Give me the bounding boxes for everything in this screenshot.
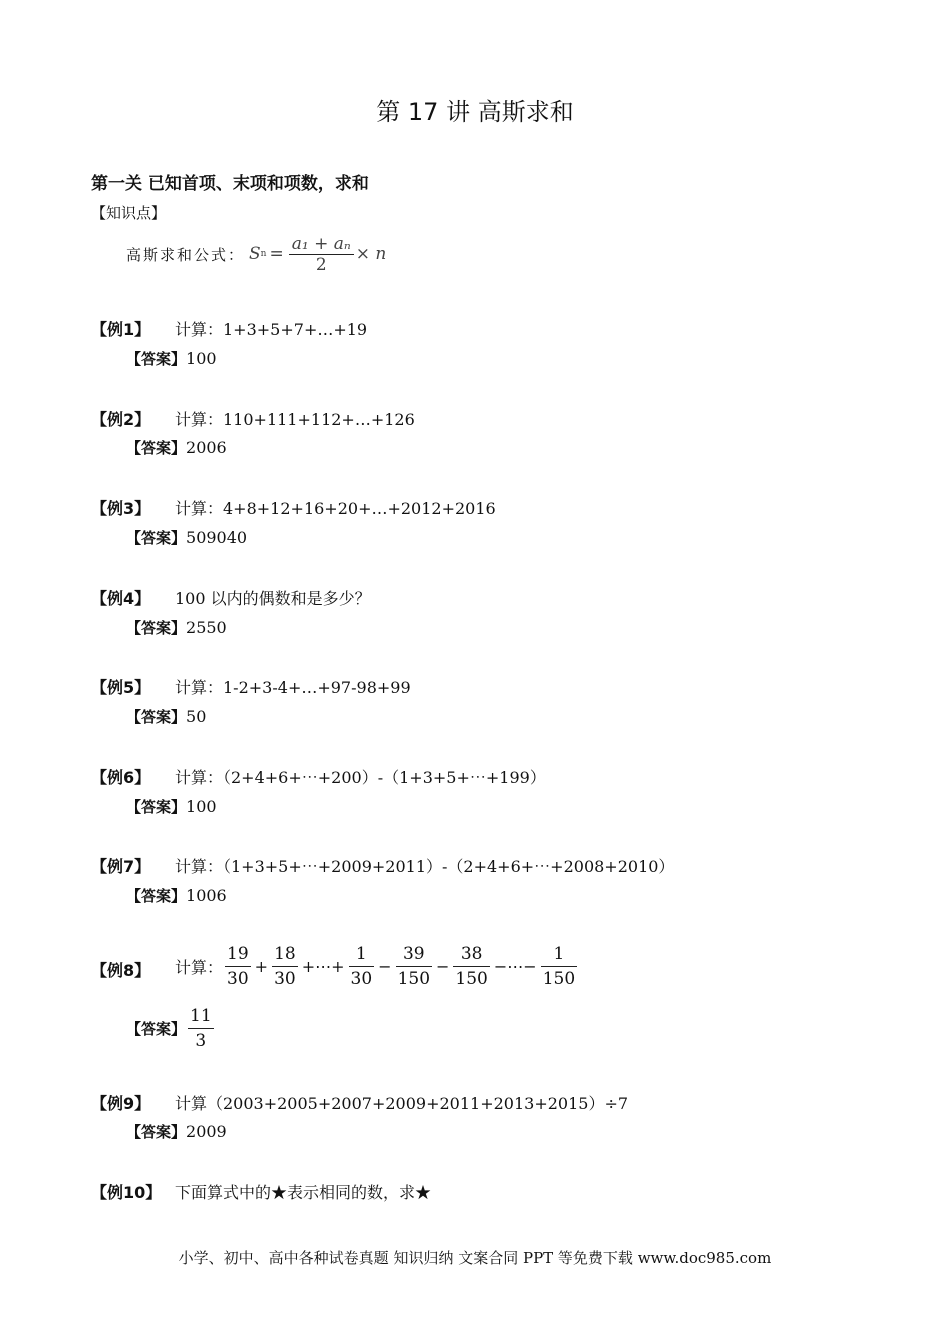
fraction-denominator: 150 (455, 969, 488, 989)
fraction-expression (175, 942, 579, 991)
fraction-term (396, 942, 432, 991)
formula-expression: S n = $\frac{\text{a₁ + aₙ}}{2}$ × n (249, 233, 387, 275)
operator: − (378, 957, 392, 976)
fraction-numerator: 39 (402, 944, 425, 964)
example-question: 计算：1-2+3-4+…+97-98+99 (175, 678, 411, 697)
operator: + (254, 957, 269, 976)
answer-label: 【答案】 (126, 439, 187, 457)
fraction-denominator: 150 (397, 969, 431, 989)
answer-line (126, 437, 227, 458)
example-question: 计算：（1+3+5+⋯+2009+2011）-（2+4+6+⋯+2008+2010） (175, 857, 675, 876)
footer-text: 小学、初中、高中各种试卷真题 知识归纳 文案合同 PPT 等免费下载 www.doc985.com (178, 1249, 772, 1267)
fraction-term (541, 942, 577, 991)
operator: +⋯+ (301, 957, 345, 976)
example-question: 下面算式中的★表示相同的数，求★ (175, 1183, 432, 1202)
fraction-term (225, 942, 251, 991)
answer-value: 50 (186, 707, 207, 726)
fraction-numerator: 38 (460, 944, 483, 964)
example-question: 100 以内的偶数和是多少？ (175, 589, 371, 608)
fraction-denominator: 30 (274, 969, 296, 989)
answer-value: 509040 (186, 528, 248, 547)
fraction-term (349, 942, 375, 991)
answer-line (126, 617, 227, 638)
example-label: 【例1】 (91, 320, 151, 339)
answer-value: 2009 (186, 1122, 227, 1141)
fraction-numerator: 1 (553, 944, 565, 964)
fraction-denominator: 150 (542, 969, 576, 989)
formula-lhs-sub: n (260, 249, 267, 259)
answer-value: 2006 (186, 438, 227, 457)
example-label: 【例7】 (91, 857, 151, 876)
expression-terms (223, 942, 579, 991)
answer-label: 【答案】 (126, 529, 187, 547)
answer-label: 【答案】 (126, 350, 187, 368)
fraction-numerator: 19 (227, 944, 249, 964)
formula-fraction (289, 234, 354, 275)
answer-value: 2550 (186, 618, 227, 637)
answer-label: 【答案】 (126, 798, 187, 816)
gauss-formula (126, 232, 386, 276)
answer-line (126, 348, 217, 369)
answer-value: 1006 (186, 886, 227, 905)
answer-line (126, 1004, 216, 1053)
answer-label: 【答案】 (126, 708, 187, 726)
answer-line (126, 1121, 227, 1142)
answer-value: 100 (186, 349, 217, 368)
example-label: 【例6】 (91, 768, 151, 787)
answer-numerator: 11 (190, 1006, 212, 1026)
example-label: 【例5】 (91, 678, 151, 697)
fraction-term (272, 942, 298, 991)
example-label: 【例3】 (91, 499, 151, 518)
fraction-denominator: 30 (350, 969, 373, 989)
answer-label: 【答案】 (126, 1020, 187, 1038)
knowledge-point-heading: 【知识点】 (91, 204, 167, 222)
formula-lhs: S (249, 244, 261, 264)
answer-label: 【答案】 (126, 887, 187, 905)
fraction-numerator: 1 (355, 944, 367, 964)
answer-value: 100 (186, 797, 217, 816)
fraction-numerator: 18 (274, 944, 296, 964)
answer-line (126, 796, 217, 817)
answer-line (126, 885, 227, 906)
example-label: 【例2】 (91, 410, 151, 429)
formula-denominator: 2 (315, 254, 327, 275)
fraction-denominator: 30 (227, 969, 249, 989)
answer-denominator: 3 (195, 1031, 207, 1051)
answer-label: 【答案】 (126, 619, 187, 637)
section-title: 第一关 已知首项、末项和项数，求和 (91, 174, 369, 194)
answer-line (126, 527, 247, 548)
example-question: 计算：（2+4+6+⋯+200）-（1+3+5+⋯+199） (175, 768, 546, 787)
formula-tail: × n (355, 244, 387, 264)
page-title: 第 17 讲 高斯求和 (376, 98, 574, 126)
example-question-prefix: 计算： (175, 958, 224, 977)
formula-numerator: a₁ + aₙ (291, 233, 351, 254)
example-question: 计算：1+3+5+7+…+19 (175, 320, 368, 339)
answer-line (126, 706, 206, 727)
operator: − (436, 957, 450, 976)
formula-label: 高斯求和公式： (126, 245, 246, 264)
example-question: 计算：4+8+12+16+20+…+2012+2016 (175, 499, 496, 518)
fraction-term (453, 942, 489, 991)
operator: −⋯− (493, 957, 537, 976)
example-label: 【例10】 (91, 1183, 162, 1202)
example-question: 计算：110+111+112+…+126 (175, 410, 415, 429)
answer-label: 【答案】 (126, 1123, 187, 1141)
example-label: 【例8】 (91, 961, 151, 980)
example-label: 【例9】 (91, 1094, 151, 1113)
example-question: 计算（2003+2005+2007+2009+2011+2013+2015）÷7 (175, 1094, 629, 1113)
example-label: 【例4】 (91, 589, 151, 608)
answer-fraction (188, 1004, 214, 1053)
